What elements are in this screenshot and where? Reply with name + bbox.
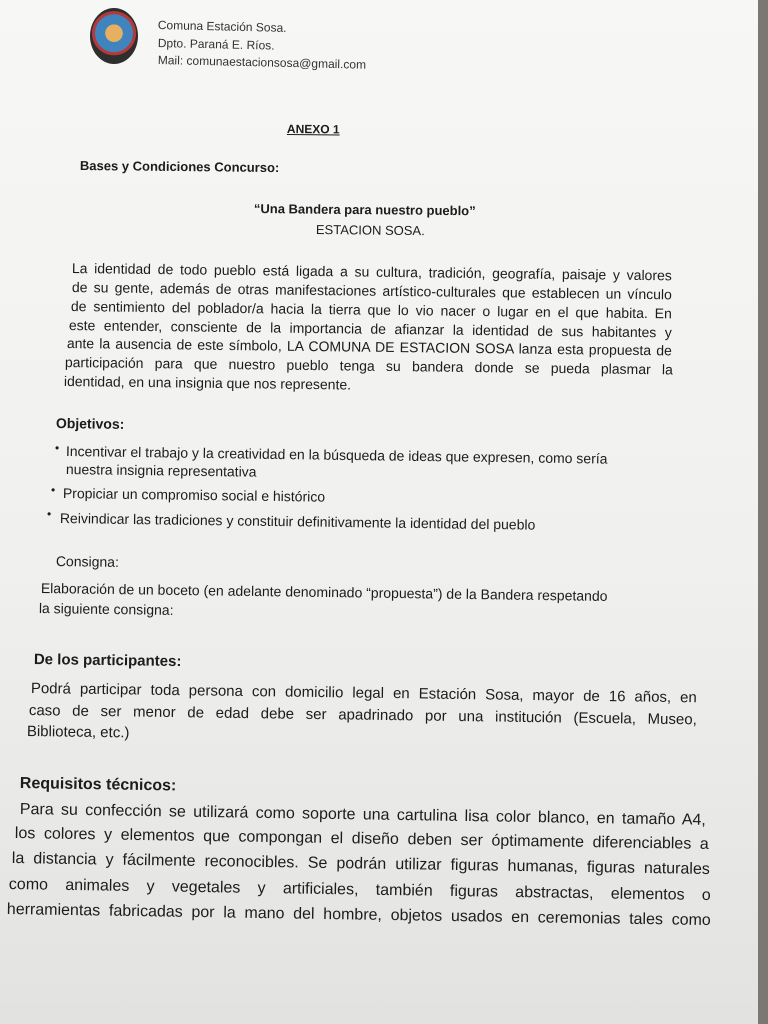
participantes-line: Podrá participar toda persona con domicilio legal en Estación Sosa, mayor de 16 años, en [30, 680, 697, 707]
intro-line: ante la ausencia de este símbolo, LA COMUNA DE ESTACION SOSA lanza esta propuesta de [66, 335, 672, 359]
requisitos-line: como animales y vegetales y artificiales, también figuras abstractas, elementos o [8, 876, 711, 905]
requisitos-line: la distancia y fácilmente reconocibles. Se podrán utilizar figuras humanas, figuras naturales [11, 850, 710, 878]
objetivo-item: Reivindicar las tradiciones y constituir definitivamente la identidad del pueblo [59, 510, 536, 533]
requisitos-line: herramientas fabricadas por la mano del hombre, objetos usados en ceremonias tales como [6, 901, 711, 930]
participantes-heading: De los participantes: [33, 651, 182, 671]
bullet-icon: • [47, 507, 52, 521]
consigna-heading: Consigna: [55, 553, 120, 570]
objetivo-item-cont: nuestra insignia representativa [65, 461, 257, 480]
bullet-icon: • [55, 441, 60, 455]
requisitos-line: los colores y elementos que compongan el diseño deben ser óptimamente diferenciables a [14, 825, 709, 853]
intro-line: identidad, en una insignia que nos represente. [63, 373, 352, 393]
bullet-icon: • [51, 483, 56, 497]
contest-subtitle: ESTACION SOSA. [315, 222, 425, 239]
intro-line: de su gente, además de otras manifestaciones artístico-culturales que establecen un vínculo [71, 279, 672, 303]
requisitos-line: Para su confección se utilizará como soporte una cartulina lisa color blanco, en tamaño A4, [19, 801, 706, 829]
intro-line: de sentimiento del poblador/a hacia la tierra que lo vio nacer o lugar en el que habita. En [70, 298, 672, 322]
objetivo-item: Incentivar el trabajo y la creatividad en la búsqueda de ideas que expresen, como sería [65, 443, 608, 467]
requisitos-heading: Requisitos técnicos: [19, 775, 177, 795]
comuna-logo-icon [90, 8, 138, 64]
intro-line: este entender, consciente de la importancia de afianzar la identidad de sus habitantes y [68, 317, 672, 341]
consigna-line: Elaboración de un boceto (en adelante denominado “propuesta”) de la Bandera respetando [40, 580, 608, 604]
intro-line: La identidad de todo pueblo está ligada a su cultura, tradición, geografía, paisaje y valores [71, 260, 672, 284]
department: Dpto. Paraná E. Ríos. [157, 36, 275, 53]
mail: Mail: comunaestacionsosa@gmail.com [157, 53, 367, 72]
org-name: Comuna Estación Sosa. [157, 18, 287, 35]
participantes-line: Biblioteca, etc.) [26, 723, 130, 742]
contest-title: “Una Bandera para nuestro pueblo” [253, 201, 476, 219]
objetivos-heading: Objetivos: [55, 415, 125, 432]
annex-title: ANEXO 1 [286, 122, 340, 137]
objetivo-item: Propiciar un compromiso social e histórico [62, 485, 326, 505]
intro-line: participación para que nuestro pueblo tenga su bandera donde se pueda plasmar la [64, 354, 673, 378]
table-surface [758, 0, 768, 1024]
bases-heading: Bases y Condiciones Concurso: [79, 158, 280, 176]
participantes-line: caso de ser menor de edad debe ser apadrinado por una institución (Escuela, Museo, [28, 702, 697, 729]
consigna-line: la siguiente consigna: [38, 600, 174, 618]
